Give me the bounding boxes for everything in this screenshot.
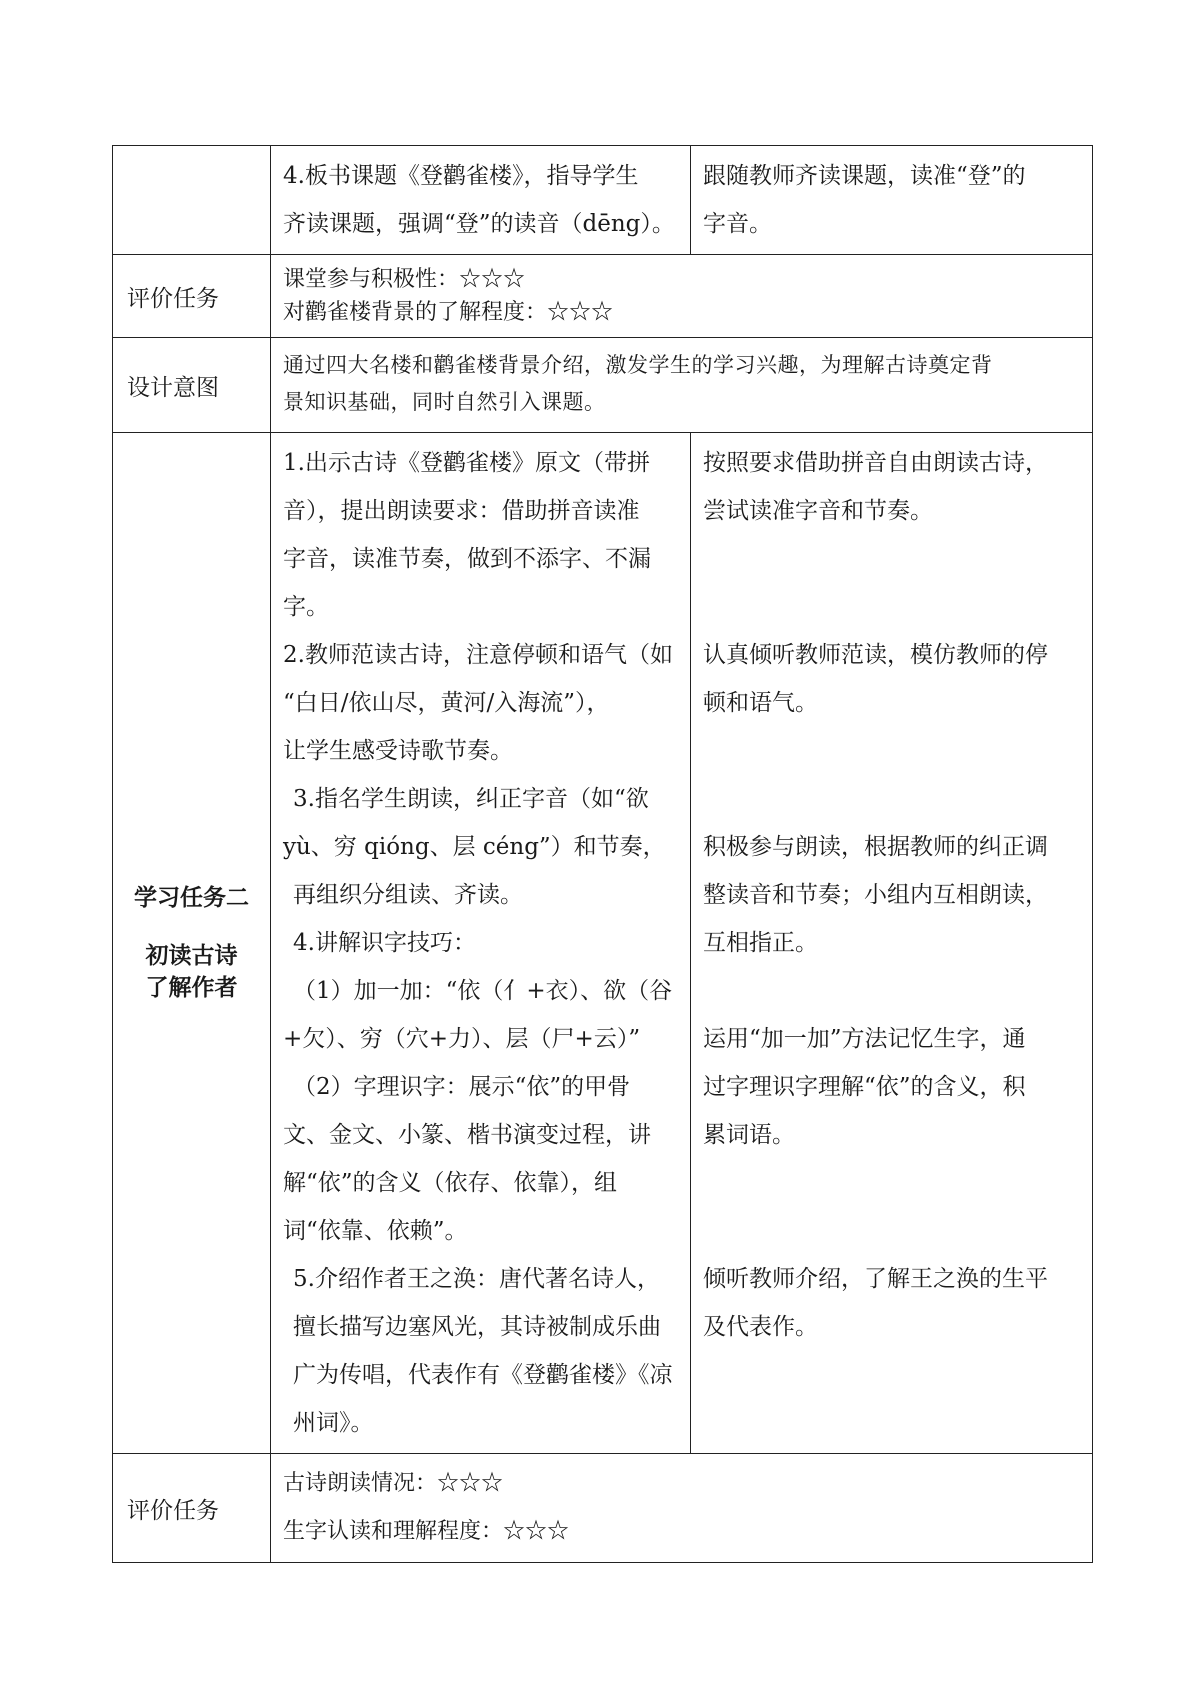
text-line: 过字理识字理解“依”的含义，积 bbox=[703, 1074, 1026, 1100]
text-line: 运用“加一加”方法记忆生字，通 bbox=[703, 1026, 1026, 1052]
student-activity-cell bbox=[691, 433, 1093, 1454]
spacer bbox=[703, 1159, 1080, 1207]
task-subtitle: 初读古诗 bbox=[145, 943, 238, 969]
text-line: 齐读课题，强调“登”的读音（dēng）。 bbox=[283, 211, 675, 237]
empty-label-cell bbox=[113, 146, 271, 255]
text-line: 课堂参与积极性：☆☆☆ bbox=[283, 267, 526, 292]
text-line: 景知识基础，同时自然引入课题。 bbox=[283, 390, 606, 414]
task-label-cell bbox=[113, 433, 271, 1454]
text-line: 擅长描写边塞风光，其诗被制成乐曲 bbox=[293, 1314, 661, 1340]
text-line: 5.介绍作者王之涣：唐代著名诗人， bbox=[293, 1266, 660, 1292]
text-line: 尝试读准字音和节奏。 bbox=[703, 498, 933, 524]
text-line: 4.讲解识字技巧： bbox=[293, 930, 476, 956]
table-row bbox=[113, 146, 1093, 255]
text-line: 生字认读和理解程度：☆☆☆ bbox=[283, 1519, 570, 1544]
text-line: 累词语。 bbox=[703, 1122, 795, 1148]
spacer bbox=[703, 775, 1080, 823]
spacer bbox=[703, 1207, 1080, 1255]
evaluation-cell bbox=[271, 255, 1093, 338]
evaluation-cell bbox=[271, 1454, 1093, 1563]
text-line: 倾听教师介绍，了解王之涣的生平 bbox=[703, 1266, 1048, 1292]
text-line: 顿和语气。 bbox=[703, 690, 818, 716]
text-line: 广为传唱，代表作有《登鹳雀楼》《凉 bbox=[293, 1362, 673, 1388]
text-line: （2）字理识字：展示“依”的甲骨 bbox=[293, 1074, 631, 1100]
text-line: 3.指名学生朗读，纠正字音（如“欲 bbox=[293, 786, 649, 812]
text-line: 州词》。 bbox=[293, 1410, 374, 1436]
spacer bbox=[703, 727, 1080, 775]
row-label: 设计意图 bbox=[113, 338, 271, 433]
text-line: 整读音和节奏；小组内互相朗读， bbox=[703, 882, 1048, 908]
text-line: 互相指正。 bbox=[703, 930, 818, 956]
task-title: 学习任务二 bbox=[134, 885, 249, 911]
table-row bbox=[113, 255, 1093, 338]
text-line: 让学生感受诗歌节奏。 bbox=[283, 738, 513, 764]
teacher-activity-cell bbox=[271, 433, 691, 1454]
text-line: 字音。 bbox=[703, 211, 772, 237]
text-line: 音），提出朗读要求：借助拼音读准 bbox=[283, 498, 640, 524]
text-line: 再组织分组读、齐读。 bbox=[293, 882, 523, 908]
text-line: +欠）、穷（穴+力）、层（尸+云）” bbox=[283, 1026, 641, 1052]
text-line: 解“依”的含义（依存、依靠），组 bbox=[283, 1170, 618, 1196]
table-row bbox=[113, 433, 1093, 1454]
text-line: 4.板书课题《登鹳雀楼》，指导学生 bbox=[283, 163, 639, 189]
spacer bbox=[703, 535, 1080, 583]
text-line: 及代表作。 bbox=[703, 1314, 818, 1340]
text-line: 字音，读准节奏，做到不添字、不漏 bbox=[283, 546, 651, 572]
lesson-plan-table bbox=[112, 145, 1093, 1563]
spacer bbox=[703, 967, 1080, 1015]
text-line: 2.教师范读古诗，注意停顿和语气（如 bbox=[283, 642, 673, 668]
table-row bbox=[113, 1454, 1093, 1563]
text-line: yù、穷 qióng、层 céng”）和节奏， bbox=[283, 834, 666, 860]
text-line: “白日/依山尽，黄河/入海流”）， bbox=[283, 690, 610, 716]
text-line: 积极参与朗读，根据教师的纠正调 bbox=[703, 834, 1048, 860]
row-label: 评价任务 bbox=[113, 255, 271, 338]
spacer bbox=[703, 583, 1080, 631]
text-line: 认真倾听教师范读，模仿教师的停 bbox=[703, 642, 1048, 668]
student-activity-cell bbox=[691, 146, 1093, 255]
teacher-activity-cell bbox=[271, 146, 691, 255]
text-line: 文、金文、小篆、楷书演变过程，讲 bbox=[283, 1122, 651, 1148]
text-line: 跟随教师齐读课题，读准“登”的 bbox=[703, 163, 1026, 189]
text-line: 词“依靠、依赖”。 bbox=[283, 1218, 468, 1244]
text-line: 字。 bbox=[283, 594, 329, 620]
text-line: 1.出示古诗《登鹳雀楼》原文（带拼 bbox=[283, 450, 650, 476]
text-line: 按照要求借助拼音自由朗读古诗， bbox=[703, 450, 1048, 476]
text-line: （1）加一加：“依（亻+衣）、欲（谷 bbox=[293, 978, 673, 1004]
text-line: 通过四大名楼和鹳雀楼背景介绍，激发学生的学习兴趣，为理解古诗奠定背 bbox=[283, 353, 993, 377]
row-label: 评价任务 bbox=[113, 1454, 271, 1563]
text-line: 对鹳雀楼背景的了解程度：☆☆☆ bbox=[283, 300, 614, 325]
text-line: 古诗朗读情况：☆☆☆ bbox=[283, 1471, 504, 1496]
table-row bbox=[113, 338, 1093, 433]
design-intent-cell bbox=[271, 338, 1093, 433]
task-subtitle: 了解作者 bbox=[145, 975, 238, 1001]
